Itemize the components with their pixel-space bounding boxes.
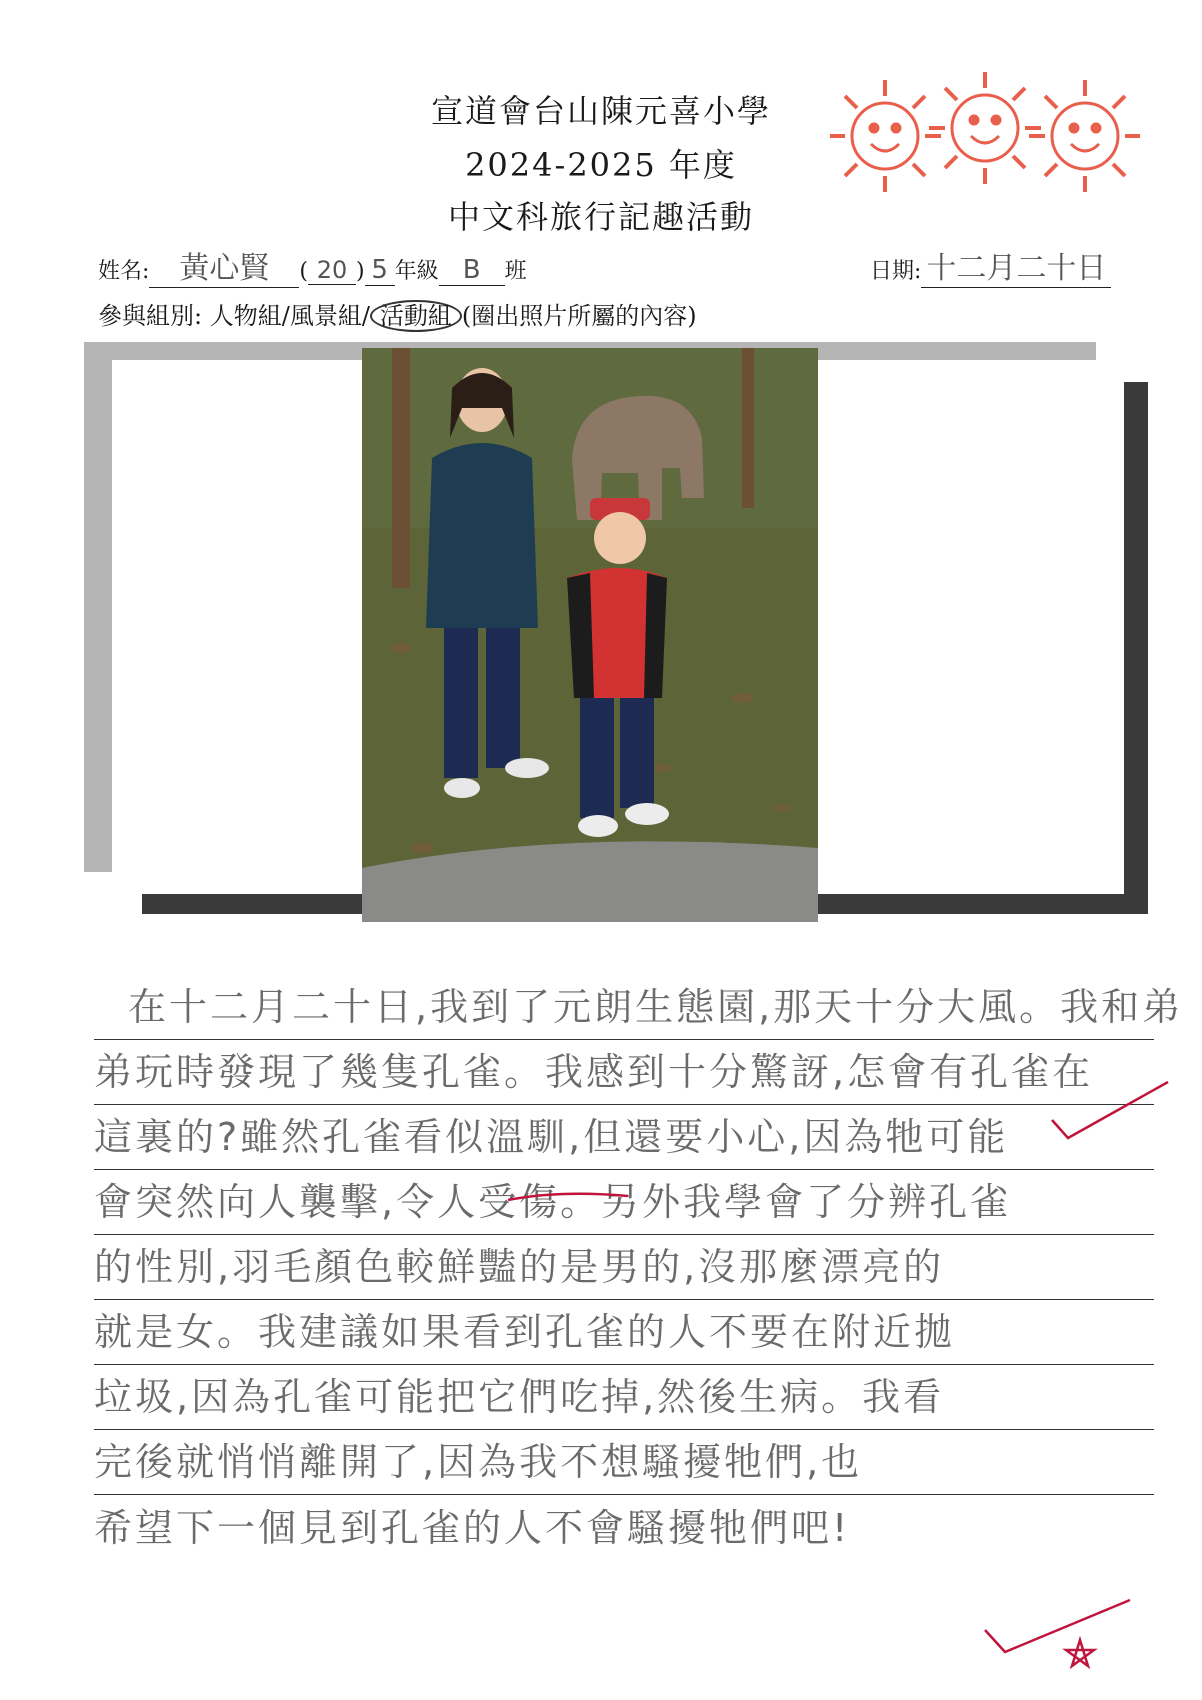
essay-line: 在十二月二十日,我到了元朗生態園,那天十分大風。我和弟 [94, 975, 1154, 1040]
grade-field[interactable]: 5 [365, 255, 395, 286]
group-separator: / [281, 302, 290, 330]
date-label: 日期: [870, 259, 922, 284]
group-option-activity-selected[interactable]: 活動組 [370, 300, 462, 332]
class-field[interactable]: B [439, 255, 505, 286]
essay-line: 的性別,羽毛顏色較鮮豔的是男的,沒那麼漂亮的 [94, 1235, 1154, 1300]
essay-line: 這裏的?雖然孔雀看似溫馴,但還要小心,因為牠可能 [94, 1105, 1154, 1170]
activity-title: 中文科旅行記趣活動 [447, 198, 754, 236]
grade-label: 年級 [394, 259, 439, 284]
group-option-people[interactable]: 人物組 [209, 302, 282, 330]
star-icon [1066, 1640, 1094, 1666]
photo-frame-light-left [84, 342, 112, 872]
group-separator: / [361, 302, 370, 330]
essay-line: 完後就悄悄離開了,因為我不想騷擾牠們,也 [94, 1430, 1154, 1495]
number-open: ( [299, 259, 309, 284]
essay-line: 就是女。我建議如果看到孔雀的人不要在附近拋 [94, 1300, 1154, 1365]
group-option-scenery[interactable]: 風景組 [289, 302, 362, 330]
student-info-row [98, 243, 527, 288]
school-year: 2024-2025 年度 [465, 146, 737, 184]
group-label: 參與組別: [98, 302, 203, 330]
date-row [870, 243, 1111, 288]
date-field[interactable]: 十二月二十日 [921, 243, 1111, 288]
group-note: (圈出照片所屬的內容) [461, 302, 697, 330]
name-field[interactable]: 黃心賢 [149, 243, 299, 288]
sun-stamp-icon [830, 68, 1140, 208]
name-label: 姓名: [98, 259, 150, 284]
essay-line: 希望下一個見到孔雀的人不會騷擾牠們吧! [94, 1506, 851, 1550]
essay-line: 弟玩時發現了幾隻孔雀。我感到十分驚訝,怎會有孔雀在 [94, 1040, 1154, 1105]
group-row [98, 296, 697, 331]
photo-frame-dark-right [1124, 382, 1148, 914]
essay-body [94, 975, 1184, 1560]
check-mark-icon [985, 1600, 1130, 1652]
essay-line: 會突然向人襲擊,令人受傷。另外我學會了分辨孔雀 [94, 1170, 1154, 1235]
class-label: 班 [504, 259, 527, 284]
school-name: 宣道會台山陳元喜小學 [430, 92, 771, 130]
number-close: ) [356, 259, 365, 284]
class-number-field[interactable]: 20 [308, 256, 356, 285]
essay-line: 垃圾,因為孔雀可能把它們吃掉,然後生病。我看 [94, 1365, 1154, 1430]
trip-photo [362, 348, 818, 922]
